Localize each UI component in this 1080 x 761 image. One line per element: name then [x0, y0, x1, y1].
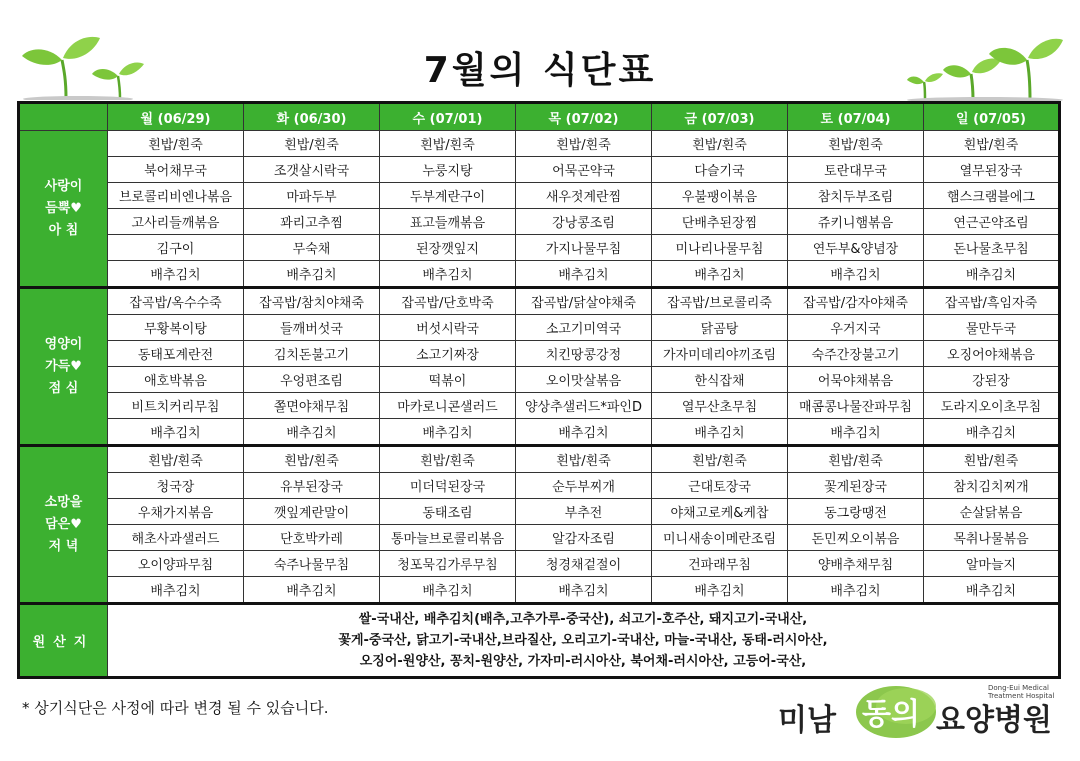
- menu-row: [19, 183, 1060, 209]
- meal-label-line: 점 심: [48, 380, 79, 396]
- menu-cell: 배추김치: [108, 577, 244, 604]
- menu-cell: 배추김치: [244, 419, 380, 446]
- menu-cell: 유부된장국: [244, 473, 380, 499]
- origin-line: 오징어-원양산, 꽁치-원양산, 가자미-러시아산, 북어채-러시아산, 고등어-국산,: [359, 654, 807, 669]
- menu-row: [19, 446, 1060, 473]
- menu-row: [19, 577, 1060, 604]
- menu-cell: 숙주나물무침: [244, 551, 380, 577]
- menu-cell: 참치김치찌개: [924, 473, 1060, 499]
- menu-cell: 동그랑땡전: [788, 499, 924, 525]
- meal-label-line: 아 침: [48, 222, 79, 238]
- menu-cell: 햄스크램블에그: [924, 183, 1060, 209]
- menu-cell: 우거지국: [788, 315, 924, 341]
- menu-cell: 브로콜리비엔나볶음: [108, 183, 244, 209]
- day-header: 토 (07/04): [788, 103, 924, 131]
- day-header: 화 (06/30): [244, 103, 380, 131]
- menu-cell: 흰밥/흰죽: [380, 446, 516, 473]
- menu-cell: 가자미데리야끼조림: [652, 341, 788, 367]
- menu-cell: 누룽지탕: [380, 157, 516, 183]
- menu-row: [19, 261, 1060, 288]
- meal-label: [19, 288, 108, 446]
- logo-left: 미남: [778, 703, 836, 738]
- menu-cell: 배추김치: [652, 419, 788, 446]
- menu-cell: 고사리들깨볶음: [108, 209, 244, 235]
- menu-cell: 표고들깨볶음: [380, 209, 516, 235]
- menu-cell: 흰밥/흰죽: [788, 446, 924, 473]
- meal-label-line: 사랑이: [44, 178, 83, 194]
- menu-cell: 단호박카레: [244, 525, 380, 551]
- menu-cell: 오징어야채볶음: [924, 341, 1060, 367]
- menu-cell: 참치두부조림: [788, 183, 924, 209]
- menu-row: [19, 419, 1060, 446]
- menu-cell: 흰밥/흰죽: [244, 131, 380, 157]
- menu-row: [19, 315, 1060, 341]
- menu-cell: 쥬키니햄볶음: [788, 209, 924, 235]
- menu-cell: 청포묵김가루무침: [380, 551, 516, 577]
- day-header: 일 (07/05): [924, 103, 1060, 131]
- menu-cell: 꽃게된장국: [788, 473, 924, 499]
- origin-label: 원산지: [19, 604, 108, 678]
- day-header: 금 (07/03): [652, 103, 788, 131]
- menu-cell: 마카로니콘샐러드: [380, 393, 516, 419]
- day-header-row: [19, 103, 1060, 131]
- menu-cell: 흰밥/흰죽: [924, 131, 1060, 157]
- menu-cell: 양배추채무침: [788, 551, 924, 577]
- menu-cell: 동태조림: [380, 499, 516, 525]
- origin-line: 쌀-국내산, 배추김치(배추,고추가루-중국산), 쇠고기-호주산, 돼지고기-국내산,: [358, 612, 808, 627]
- menu-row: [19, 551, 1060, 577]
- menu-cell: 잡곡밥/단호박죽: [380, 288, 516, 315]
- menu-cell: 잡곡밥/닭살야채죽: [516, 288, 652, 315]
- day-header: 수 (07/01): [380, 103, 516, 131]
- origin-text: [108, 604, 1060, 678]
- menu-cell: 어묵야채볶음: [788, 367, 924, 393]
- menu-cell: 순두부찌개: [516, 473, 652, 499]
- menu-cell: 소고기미역국: [516, 315, 652, 341]
- menu-cell: 열무산초무침: [652, 393, 788, 419]
- menu-cell: 잡곡밥/옥수수죽: [108, 288, 244, 315]
- meal-label-line: 소망을: [44, 494, 83, 510]
- menu-cell: 들깨버섯국: [244, 315, 380, 341]
- logo-middle: 동의: [862, 697, 920, 732]
- menu-cell: 우채가지볶음: [108, 499, 244, 525]
- menu-cell: 가지나물무침: [516, 235, 652, 261]
- menu-cell: 배추김치: [516, 261, 652, 288]
- menu-cell: 흰밥/흰죽: [516, 446, 652, 473]
- menu-cell: 어묵곤약국: [516, 157, 652, 183]
- menu-cell: 배추김치: [380, 577, 516, 604]
- menu-cell: 무숙채: [244, 235, 380, 261]
- menu-cell: 애호박볶음: [108, 367, 244, 393]
- menu-cell: 열무된장국: [924, 157, 1060, 183]
- meal-label-line: 가득♥: [45, 358, 82, 374]
- menu-cell: 토란대무국: [788, 157, 924, 183]
- menu-cell: 잡곡밥/감자야채죽: [788, 288, 924, 315]
- menu-row: [19, 393, 1060, 419]
- menu-cell: 닭곰탕: [652, 315, 788, 341]
- meal-label-line: 담은♥: [45, 516, 82, 532]
- menu-row: [19, 209, 1060, 235]
- day-header: 목 (07/02): [516, 103, 652, 131]
- menu-cell: 양상추샐러드*파인D: [516, 393, 652, 419]
- menu-cell: 연두부&양념장: [788, 235, 924, 261]
- menu-cell: 배추김치: [788, 419, 924, 446]
- menu-cell: 매콤콩나물잔파무침: [788, 393, 924, 419]
- menu-cell: 우엉편조림: [244, 367, 380, 393]
- meal-label-line: 듬뿍♥: [45, 200, 82, 216]
- notice-text: * 상기식단은 사정에 따라 변경 될 수 있습니다.: [22, 699, 329, 717]
- menu-row: [19, 341, 1060, 367]
- menu-cell: 흰밥/흰죽: [652, 446, 788, 473]
- menu-cell: 통마늘브로콜리볶음: [380, 525, 516, 551]
- origin-line: 꽃게-중국산, 닭고기-국내산,브라질산, 오리고기-국내산, 마늘-국내산, 동태-러시아산,: [338, 633, 828, 648]
- menu-row: [19, 473, 1060, 499]
- meal-label: [19, 131, 108, 288]
- menu-cell: 목취나물볶음: [924, 525, 1060, 551]
- menu-cell: 오이맛살볶음: [516, 367, 652, 393]
- menu-cell: 미니새송이메란조림: [652, 525, 788, 551]
- menu-cell: 두부계란구이: [380, 183, 516, 209]
- menu-cell: 배추김치: [516, 419, 652, 446]
- menu-cell: 알감자조림: [516, 525, 652, 551]
- menu-row: [19, 525, 1060, 551]
- menu-cell: 강낭콩조림: [516, 209, 652, 235]
- menu-cell: 동태포계란전: [108, 341, 244, 367]
- menu-cell: 우불팽이볶음: [652, 183, 788, 209]
- menu-cell: 버섯시락국: [380, 315, 516, 341]
- menu-cell: 배추김치: [244, 261, 380, 288]
- menu-cell: 치킨땅콩강정: [516, 341, 652, 367]
- menu-cell: 소고기짜장: [380, 341, 516, 367]
- menu-cell: 배추김치: [108, 261, 244, 288]
- menu-cell: 단배추된장찜: [652, 209, 788, 235]
- menu-cell: 부추전: [516, 499, 652, 525]
- menu-cell: 순살닭볶음: [924, 499, 1060, 525]
- menu-row: [19, 131, 1060, 157]
- meal-label-line: 영양이: [44, 336, 83, 352]
- menu-cell: 돈나물초무침: [924, 235, 1060, 261]
- menu-cell: 청경채겉절이: [516, 551, 652, 577]
- menu-cell: 알마늘지: [924, 551, 1060, 577]
- page-title: 7월의 식단표: [423, 50, 657, 91]
- menu-cell: 근대토장국: [652, 473, 788, 499]
- menu-cell: 잡곡밥/브로콜리죽: [652, 288, 788, 315]
- menu-cell: 깻잎계란말이: [244, 499, 380, 525]
- menu-cell: 흰밥/흰죽: [108, 131, 244, 157]
- menu-cell: 김구이: [108, 235, 244, 261]
- menu-cell: 건파래무침: [652, 551, 788, 577]
- menu-cell: 무황복이탕: [108, 315, 244, 341]
- menu-cell: 돈민찌오이볶음: [788, 525, 924, 551]
- menu-cell: 연근곤약조림: [924, 209, 1060, 235]
- menu-cell: 흰밥/흰죽: [108, 446, 244, 473]
- menu-cell: 흰밥/흰죽: [924, 446, 1060, 473]
- origin-row: [19, 604, 1060, 678]
- menu-row: [19, 235, 1060, 261]
- menu-cell: 된장깻잎지: [380, 235, 516, 261]
- menu-row: [19, 288, 1060, 315]
- menu-cell: 배추김치: [380, 419, 516, 446]
- menu-cell: 배추김치: [924, 419, 1060, 446]
- menu-cell: 잡곡밥/흑임자죽: [924, 288, 1060, 315]
- menu-cell: 흰밥/흰죽: [380, 131, 516, 157]
- menu-cell: 배추김치: [788, 577, 924, 604]
- menu-cell: 배추김치: [652, 261, 788, 288]
- logo-en-line2: Treatment Hospital: [988, 692, 1055, 700]
- menu-cell: 오이양파무침: [108, 551, 244, 577]
- menu-cell: 배추김치: [108, 419, 244, 446]
- menu-cell: 미나리나물무침: [652, 235, 788, 261]
- menu-cell: 흰밥/흰죽: [244, 446, 380, 473]
- menu-cell: 북어채무국: [108, 157, 244, 183]
- menu-cell: 도라지오이초무침: [924, 393, 1060, 419]
- menu-cell: 야채고로케&케찹: [652, 499, 788, 525]
- menu-cell: 배추김치: [924, 261, 1060, 288]
- menu-cell: 마파두부: [244, 183, 380, 209]
- menu-cell: 배추김치: [652, 577, 788, 604]
- menu-cell: 김치돈불고기: [244, 341, 380, 367]
- menu-cell: 흰밥/흰죽: [516, 131, 652, 157]
- menu-cell: 조갯살시락국: [244, 157, 380, 183]
- menu-cell: 배추김치: [244, 577, 380, 604]
- menu-cell: 새우젓계란찜: [516, 183, 652, 209]
- menu-cell: 해초사과샐러드: [108, 525, 244, 551]
- menu-cell: 떡볶이: [380, 367, 516, 393]
- menu-cell: 배추김치: [380, 261, 516, 288]
- corner-cell: [19, 103, 108, 131]
- menu-cell: 배추김치: [788, 261, 924, 288]
- hospital-logo: [776, 676, 1056, 746]
- menu-row: [19, 157, 1060, 183]
- menu-cell: 비트치커리무침: [108, 393, 244, 419]
- menu-cell: 미더덕된장국: [380, 473, 516, 499]
- day-header: 월 (06/29): [108, 103, 244, 131]
- logo-right: 요양병원: [936, 703, 1052, 738]
- meal-label-line: 저 녁: [48, 538, 79, 554]
- meal-label: [19, 446, 108, 604]
- menu-cell: 물만두국: [924, 315, 1060, 341]
- logo-en-line1: Dong-Eui Medical: [988, 684, 1049, 692]
- menu-cell: 숙주간장불고기: [788, 341, 924, 367]
- menu-table: [17, 101, 1061, 679]
- menu-cell: 잡곡밥/참치야채죽: [244, 288, 380, 315]
- menu-cell: 다슬기국: [652, 157, 788, 183]
- menu-cell: 쫄면야채무침: [244, 393, 380, 419]
- menu-cell: 꽈리고추찜: [244, 209, 380, 235]
- menu-row: [19, 367, 1060, 393]
- menu-cell: 강된장: [924, 367, 1060, 393]
- menu-cell: 배추김치: [924, 577, 1060, 604]
- menu-cell: 흰밥/흰죽: [652, 131, 788, 157]
- menu-cell: 배추김치: [516, 577, 652, 604]
- menu-cell: 한식잡채: [652, 367, 788, 393]
- menu-cell: 청국장: [108, 473, 244, 499]
- menu-row: [19, 499, 1060, 525]
- menu-cell: 흰밥/흰죽: [788, 131, 924, 157]
